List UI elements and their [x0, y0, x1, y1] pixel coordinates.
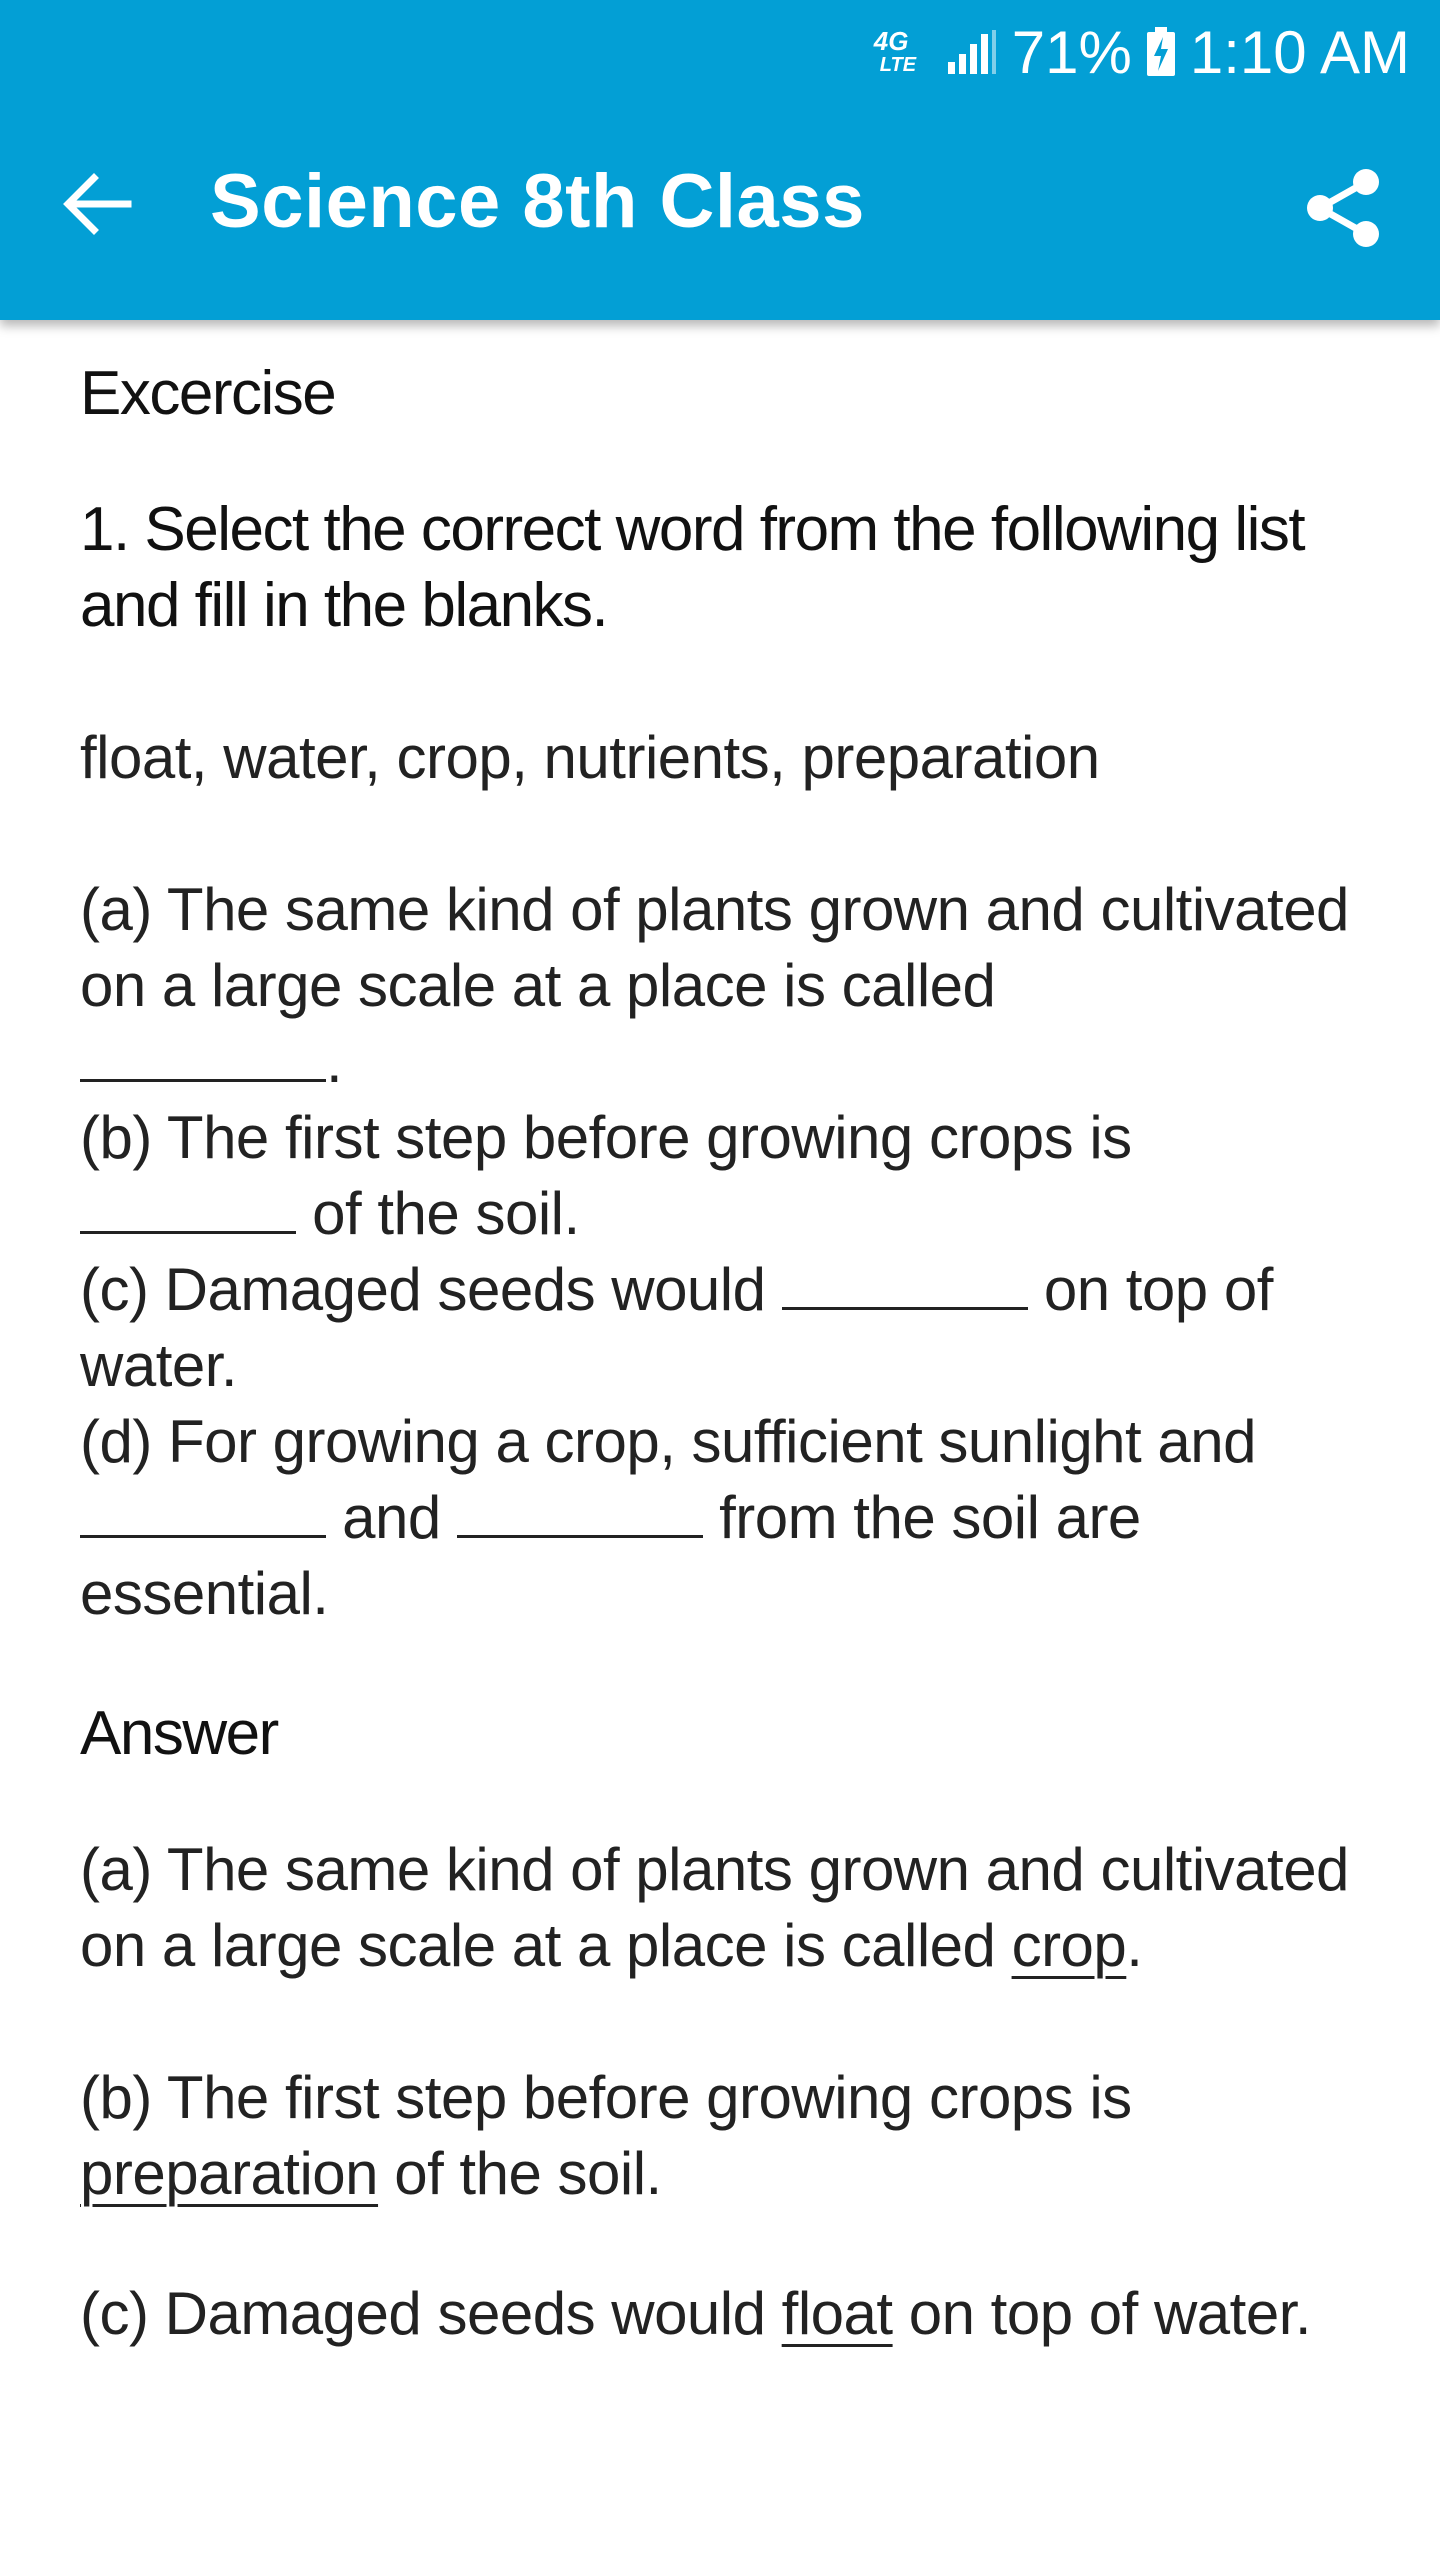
- answer-b-end: of the soil.: [378, 2140, 662, 2207]
- battery-percent: 71%: [1011, 18, 1132, 86]
- question-a-end: .: [326, 1028, 343, 1095]
- question-a-text: (a) The same kind of plants grown and cultivated on a large scale at a place is called: [80, 876, 1349, 1019]
- arrow-left-icon: [60, 172, 132, 236]
- clock: 1:10 AM: [1189, 18, 1410, 86]
- answer-c-word: float: [781, 2280, 893, 2347]
- back-button[interactable]: [40, 138, 152, 270]
- answer-a-word: crop: [1011, 1912, 1127, 1979]
- answer-b-text: (b) The first step before growing crops is: [80, 2064, 1132, 2131]
- question-b: [80, 1100, 1360, 1252]
- question-d-middle: and: [326, 1484, 457, 1551]
- app-bar: [0, 0, 1440, 320]
- answer-c: [80, 2276, 1360, 2352]
- section-title: Excercise: [80, 359, 336, 428]
- battery-charging-icon: [1146, 27, 1176, 77]
- question-c-text: (c) Damaged seeds would: [80, 1256, 782, 1323]
- toolbar: [0, 98, 1440, 320]
- network-type-label: 4G: [873, 26, 909, 56]
- question-d-end: from the soil are essential.: [80, 1484, 1141, 1627]
- word-list: float, water, crop, nutrients, preparation: [80, 724, 1100, 791]
- answer-a-text: (a) The same kind of plants grown and cultivated on a large scale at a place is called: [80, 1836, 1349, 1979]
- question-c: [80, 1252, 1360, 1404]
- answer-a: [80, 1832, 1360, 1984]
- signal-icon: [946, 28, 998, 76]
- share-button[interactable]: [1288, 158, 1400, 258]
- page-title: Science 8th Class: [210, 159, 865, 244]
- question-b-blank: [80, 1231, 296, 1234]
- network-4g-lte-icon: [874, 22, 932, 82]
- status-icons: [874, 12, 1410, 92]
- question-heading: 1. Select the correct word from the following list and fill in the blanks.: [80, 495, 1305, 640]
- question-d-blank-2: [457, 1535, 703, 1538]
- answer-a-end: .: [1126, 1912, 1143, 1979]
- answer-b-word: preparation: [80, 2140, 379, 2207]
- question-d-blank-1: [80, 1535, 326, 1538]
- answer-title: Answer: [80, 1699, 278, 1768]
- share-icon: [1304, 166, 1384, 250]
- question-c-blank: [782, 1307, 1028, 1310]
- answer-c-text: (c) Damaged seeds would: [80, 2280, 782, 2347]
- network-subtype-label: LTE: [879, 54, 917, 76]
- question-b-text: (b) The first step before growing crops is: [80, 1104, 1132, 1171]
- question-a-blank: [80, 1079, 326, 1082]
- content-scroll-area[interactable]: [0, 320, 1440, 2560]
- questions-block: [80, 872, 1360, 1632]
- status-bar: [0, 0, 1440, 98]
- question-a: [80, 872, 1360, 1100]
- content-body: [80, 356, 1360, 2352]
- question-d-text: (d) For growing a crop, sufficient sunlight and: [80, 1408, 1257, 1475]
- question-b-end: of the soil.: [296, 1180, 580, 1247]
- answer-b: [80, 2060, 1360, 2212]
- question-d: [80, 1404, 1360, 1632]
- question-c-end: on top of water.: [80, 1256, 1273, 1399]
- answer-c-end: on top of water.: [892, 2280, 1312, 2347]
